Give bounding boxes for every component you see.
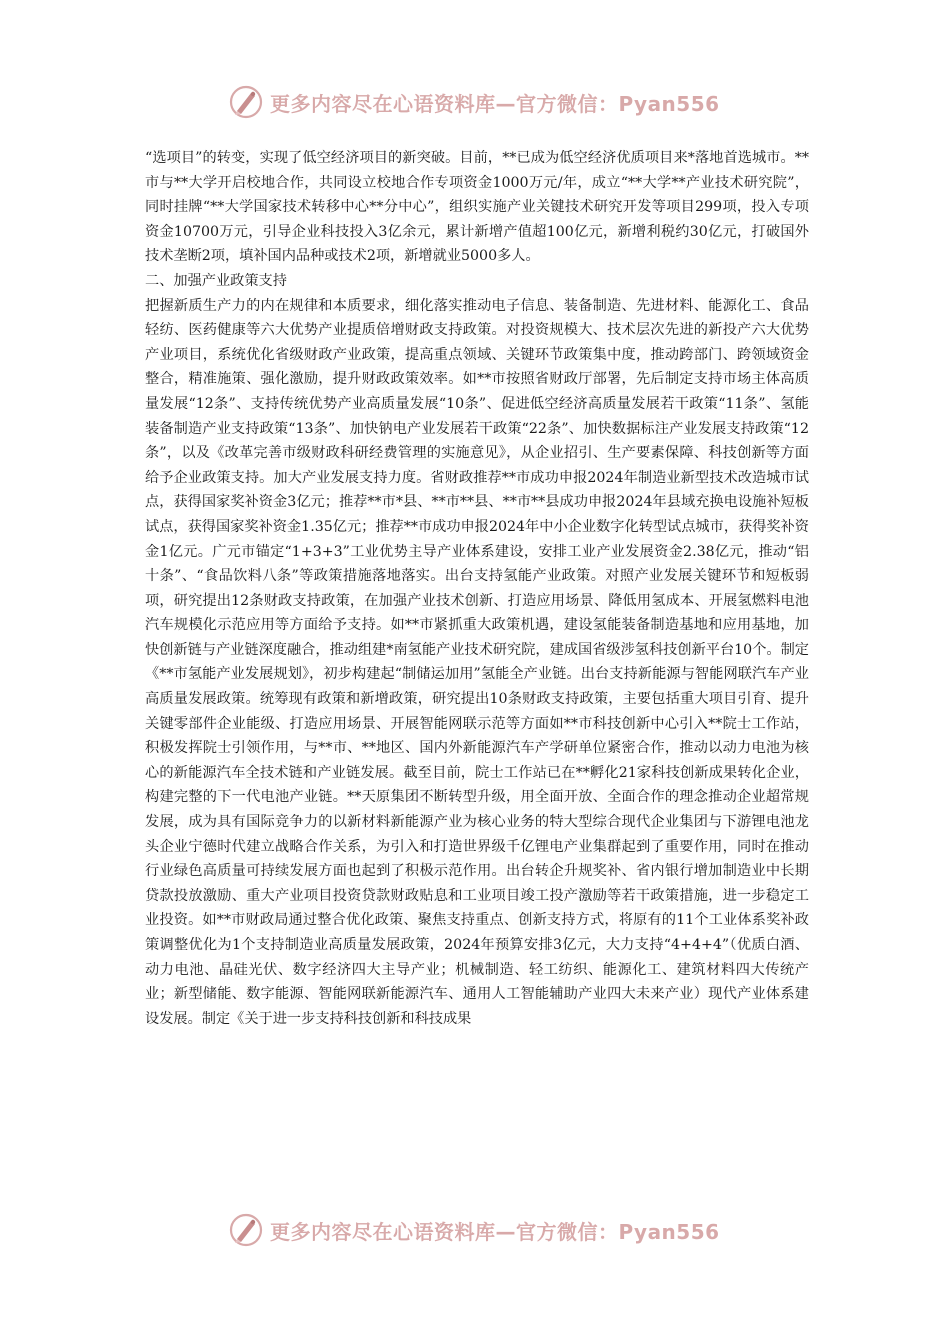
document-body (145, 146, 809, 1031)
footer-watermark (228, 1210, 728, 1250)
pen-in-circle-logo-icon (228, 1212, 264, 1248)
paragraph-2: 把握新质生产力的内在规律和本质要求，细化落实推动电子信息、装备制造、先进材料、能源化工、食品轻纺、医药健康等六大优势产业提质倍增财政支持政策。对投资规模大、技术层次先进的新投产六大优势产业项目，系统优化省级财政产业政策，提高重点领域、关键环节政策集中度，推动跨部门、跨领域资金整合，精准施策、强化激励，提升财政政策效率。如**市按照省财政厅部署，先后制定支持市场主体高质量发展“12条”、支持传统优势产业高质量发展“10条”、促进低空经济高质量发展若干政策“11条”、氢能装备制造产业支持政策“13条”、加快钠电产业发展若干政策“22条”、加快数据标注产业发展支持政策“12条”，以及《改革完善市级财政科研经费管理的实施意见》，从企业招引、生产要素保障、科技创新等方面给予企业政策支持。加大产业发展支持力度。省财政推荐**市成功申报2024年制造业新型技术改造城市试点，获得国家奖补资金3亿元；推荐**市*县、**市**县、**市**县成功申报2024年县域充换电设施补短板试点，获得国家奖补资金1.35亿元；推荐**市成功申报2024年中小企业数字化转型试点城市，获得奖补资金1亿元。广元市锚定“1+3+3”工业优势主导产业体系建设，安排工业产业发展资金2.38亿元，推动“铝十条”、“食品饮料八条”等政策措施落地落实。出台支持氢能产业政策。对照产业发展关键环节和短板弱项，研究提出12条财政支持政策，在加强产业技术创新、打造应用场景、降低用氢成本、开展氢燃料电池汽车规模化示范应用等方面给予支持。如**市紧抓重大政策机遇，建设氢能装备制造基地和应用基地，加快创新链与产业链深度融合，推动组建*南氢能产业技术研究院，建成国省级涉氢科技创新平台10个。制定《**市氢能产业发展规划》，初步构建起“制储运加用”氢能全产业链。出台支持新能源与智能网联汽车产业高质量发展政策。统筹现有政策和新增政策，研究提出10条财政支持政策，主要包括重大项目引育、提升关键零部件企业能级、打造应用场景、开展智能网联示范等方面如**市科技创新中心引入**院士工作站，积极发挥院士引领作用，与**市、**地区、国内外新能源汽车产学研单位紧密合作，推动以动力电池为核心的新能源汽车全技术链和产业链发展。截至目前，院士工作站已在**孵化21家科技创新成果转化企业，构建完整的下一代电池产业链。**天原集团不断转型升级，用全面开放、全面合作的理念推动企业超常规发展，成为具有国际竞争力的以新材料新能源产业为核心业务的特大型综合现代企业集团与下游锂电池龙头企业宁德时代建立战略合作关系，为引入和打造世界级千亿锂电产业集群起到了重要作用，同时在推动行业绿色高质量可持续发展方面也起到了积极示范作用。出台转企升规奖补、省内银行增加制造业中长期贷款投放激励、重大产业项目投资贷款财政贴息和工业项目竣工投产激励等若干政策措施，进一步稳定工业投资。如**市财政局通过整合优化政策、聚焦支持重点、创新支持方式，将原有的11个工业体系奖补政策调整优化为1个支持制造业高质量发展政策，2024年预算安排3亿元，大力支持“4+4+4”（优质白酒、动力电池、晶硅光伏、数字经济四大主导产业；机械制造、轻工纺织、能源化工、建筑材料四大传统产业；新型储能、数字能源、智能网联新能源汽车、通用人工智能辅助产业四大未来产业）现代产业体系建设发展。制定《关于进一步支持科技创新和科技成果 (145, 297, 809, 1027)
watermark-text: 更多内容尽在心语资料库—官方微信：Pyan556 (270, 91, 720, 116)
watermark-text: 更多内容尽在心语资料库—官方微信：Pyan556 (270, 1219, 720, 1244)
section-heading: 二、加强产业政策支持 (145, 272, 287, 289)
pen-in-circle-logo-icon (228, 84, 264, 120)
header-watermark (228, 82, 728, 122)
paragraph-1: “选项目”的转变，实现了低空经济项目的新突破。目前，**已成为低空经济优质项目来*落地首选城市。**市与**大学开启校地合作，共同设立校地合作专项资金1000万元/年，成立“**大学**产业技术研究院”，同时挂牌“**大学国家技术转移中心**分中心”，组织实施产业关键技术研究开发等项目299项，投入专项资金10700万元，引导企业科技投入3亿余元，累计新增产值超100亿元，新增利税约30亿元，打破国外技术垄断2项，填补国内品种或技术2项，新增就业5000多人。 (145, 150, 809, 265)
